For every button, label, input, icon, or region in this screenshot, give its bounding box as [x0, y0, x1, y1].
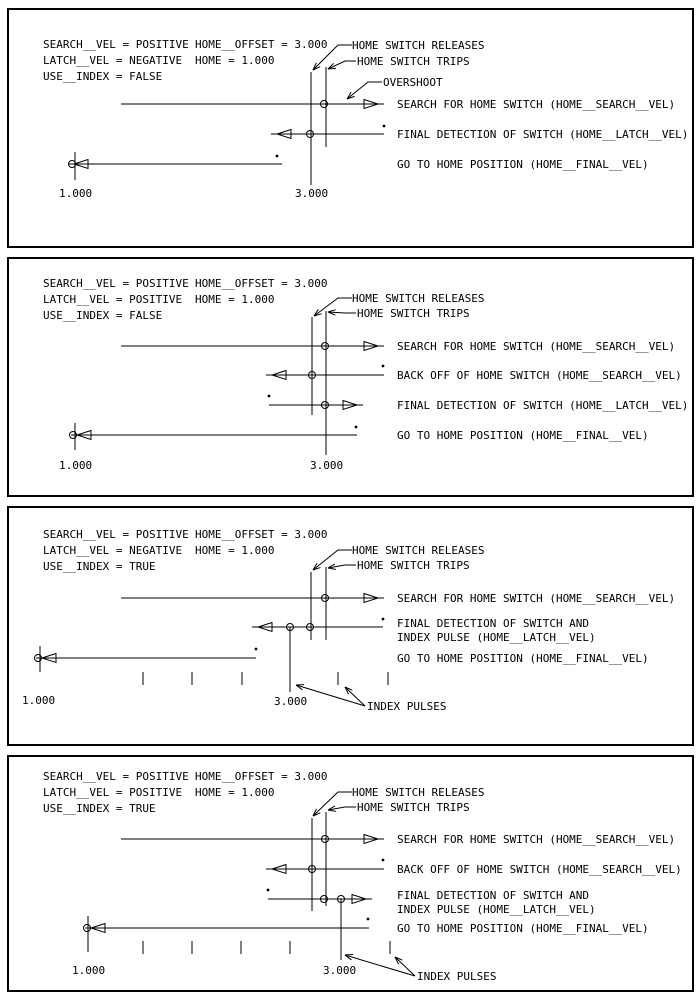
config-use-index: USE__INDEX = TRUE — [43, 802, 156, 815]
step-final-line2: INDEX PULSE (HOME__LATCH__VEL) — [397, 631, 596, 644]
config-home: HOME = 1.000 — [195, 786, 275, 799]
callout-overshoot: OVERSHOOT — [383, 76, 443, 89]
config-home: HOME = 1.000 — [195, 544, 275, 557]
axis-offset-value: 3.000 — [274, 695, 308, 708]
axis-home-value: 1.000 — [59, 187, 93, 200]
config-latch-vel: LATCH__VEL = NEGATIVE — [43, 54, 183, 67]
step-go-home: GO TO HOME POSITION (HOME__FINAL__VEL) — [397, 429, 649, 442]
step-final: FINAL DETECTION OF SWITCH (HOME__LATCH__VEL) — [397, 399, 689, 412]
step-search: SEARCH FOR HOME SWITCH (HOME__SEARCH__VEL) — [397, 833, 676, 846]
step-back-off: BACK OFF OF HOME SWITCH (HOME__SEARCH__VEL) — [397, 863, 682, 876]
callout-releases: HOME SWITCH RELEASES — [352, 39, 485, 52]
step-search: SEARCH FOR HOME SWITCH (HOME__SEARCH__VEL) — [397, 592, 676, 605]
axis-offset-value: 3.000 — [295, 187, 329, 200]
callout-trips: HOME SWITCH TRIPS — [357, 559, 470, 572]
config-home-offset: HOME__OFFSET = 3.000 — [195, 38, 328, 51]
config-home-offset: HOME__OFFSET = 3.000 — [195, 277, 328, 290]
step-search: SEARCH FOR HOME SWITCH (HOME__SEARCH__VEL) — [397, 340, 676, 353]
config-home-offset: HOME__OFFSET = 3.000 — [195, 528, 328, 541]
config-use-index: USE__INDEX = TRUE — [43, 560, 156, 573]
config-home: HOME = 1.000 — [195, 293, 275, 306]
config-home: HOME = 1.000 — [195, 54, 275, 67]
index-pulses-label: INDEX PULSES — [417, 970, 497, 983]
step-final: FINAL DETECTION OF SWITCH (HOME__LATCH__VEL) — [397, 128, 689, 141]
axis-home-value: 1.000 — [72, 964, 106, 977]
step-final-line1: FINAL DETECTION OF SWITCH AND — [397, 617, 590, 630]
callout-releases: HOME SWITCH RELEASES — [352, 544, 485, 557]
step-final-line2: INDEX PULSE (HOME__LATCH__VEL) — [397, 903, 596, 916]
callout-releases: HOME SWITCH RELEASES — [352, 786, 485, 799]
callout-trips: HOME SWITCH TRIPS — [357, 307, 470, 320]
config-search-vel: SEARCH__VEL = POSITIVE — [43, 277, 189, 290]
step-go-home: GO TO HOME POSITION (HOME__FINAL__VEL) — [397, 922, 649, 935]
callout-trips: HOME SWITCH TRIPS — [357, 55, 470, 68]
config-latch-vel: LATCH__VEL = POSITIVE — [43, 786, 183, 799]
index-pulses-label: INDEX PULSES — [367, 700, 447, 713]
callout-releases: HOME SWITCH RELEASES — [352, 292, 485, 305]
step-go-home: GO TO HOME POSITION (HOME__FINAL__VEL) — [397, 158, 649, 171]
panel-3-graphics — [35, 550, 389, 706]
axis-home-value: 1.000 — [22, 694, 56, 707]
axis-offset-value: 3.000 — [310, 459, 344, 472]
config-search-vel: SEARCH__VEL = POSITIVE — [43, 38, 189, 51]
config-search-vel: SEARCH__VEL = POSITIVE — [43, 770, 189, 783]
config-home-offset: HOME__OFFSET = 3.000 — [195, 770, 328, 783]
config-latch-vel: LATCH__VEL = NEGATIVE — [43, 544, 183, 557]
callout-trips: HOME SWITCH TRIPS — [357, 801, 470, 814]
step-final-line1: FINAL DETECTION OF SWITCH AND — [397, 889, 590, 902]
step-back-off: BACK OFF OF HOME SWITCH (HOME__SEARCH__VEL) — [397, 369, 682, 382]
config-search-vel: SEARCH__VEL = POSITIVE — [43, 528, 189, 541]
panel-4-graphics — [84, 792, 416, 976]
config-use-index: USE__INDEX = FALSE — [43, 70, 163, 83]
axis-offset-value: 3.000 — [323, 964, 357, 977]
step-search: SEARCH FOR HOME SWITCH (HOME__SEARCH__VEL) — [397, 98, 676, 111]
step-go-home: GO TO HOME POSITION (HOME__FINAL__VEL) — [397, 652, 649, 665]
config-latch-vel: LATCH__VEL = POSITIVE — [43, 293, 183, 306]
config-use-index: USE__INDEX = FALSE — [43, 309, 163, 322]
axis-home-value: 1.000 — [59, 459, 93, 472]
